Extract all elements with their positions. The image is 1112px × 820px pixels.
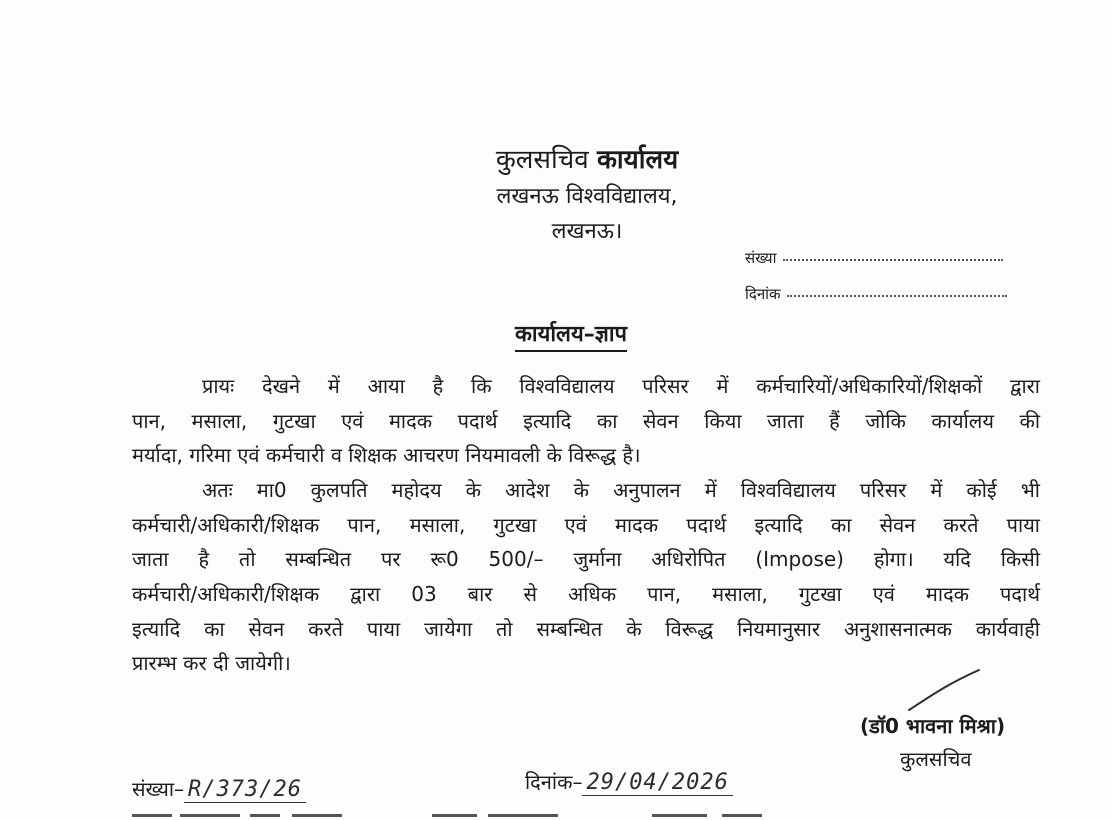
paragraph-2-line: कर्मचारी/अधिकारी/शिक्षक पान, मसाला, गुटखा एवं मादक पदार्थ इत्यादि का सेवन करते पाया [132, 513, 1040, 537]
paragraph-2-line: जाता है तो सम्बन्धित पर रू0 500/– जुर्माना अधिरोपित (Impose) होगा। यदि किसी [132, 547, 1040, 571]
paragraph-1-line: पान, मसाला, गुटखा एवं मादक पदार्थ इत्यादि का सेवन किया जाता हैं जोकि कार्यालय की [132, 409, 1040, 433]
footer-date [525, 768, 733, 795]
paragraph-2-line: इत्यादि का सेवन करते पाया जायेगा तो सम्बन्धित के विरूद्ध नियमानुसार अनुशासनात्मक कार्यवाही [132, 617, 1040, 641]
paragraph-2-line: कर्मचारी/अधिकारी/शिक्षक द्वारा 03 बार से अधिक पान, मसाला, गुटखा एवं मादक पदार्थ [132, 582, 1040, 606]
university-name: लखनऊ विश्वविद्यालय, [496, 184, 678, 209]
paragraph-2-line: अतः मा0 कुलपति महोदय के आदेश के अनुपालन में विश्वविद्यालय परिसर में कोई भी [202, 478, 1040, 502]
reference-date-label: दिनांक [745, 285, 781, 303]
signature-mark [905, 666, 985, 718]
memo-heading: कार्यालय–ज्ञाप [515, 318, 627, 352]
footer-number-value: R/373/26 [184, 777, 306, 803]
paragraph-1-line: मर्यादा, गरिमा एवं कर्मचारी व शिक्षक आचरण नियमावली के विरूद्ध है। [132, 443, 641, 467]
footer-number [132, 775, 306, 802]
dotted-blank [783, 259, 1003, 261]
paragraph-1-line: प्रायः देखने में आया है कि विश्वविद्यालय परिसर में कर्मचारियों/अधिकारियों/शिक्षकों द्वारा [202, 374, 1040, 398]
reference-number-line [745, 248, 1003, 268]
paragraph-2-line: प्रारम्भ कर दी जायेगी। [132, 651, 291, 675]
office-title-light: कुलसचिव [495, 145, 589, 175]
footer-date-label: दिनांक– [525, 770, 583, 794]
office-title [287, 140, 887, 176]
dotted-blank [787, 295, 1007, 297]
footer-date-value: 29/04/2026 [582, 770, 732, 796]
signatory-name: (डॉ0 भावना मिश्रा) [860, 714, 1006, 738]
reference-date-line [745, 284, 1007, 304]
footer-number-label: संख्या– [132, 777, 184, 801]
city-name: लखनऊ। [551, 219, 623, 244]
cut-off-text-line [132, 808, 812, 820]
office-title-bold: कार्यालय [596, 145, 679, 175]
signatory-designation: कुलसचिव [900, 747, 972, 771]
reference-number-label: संख्या [745, 249, 777, 267]
